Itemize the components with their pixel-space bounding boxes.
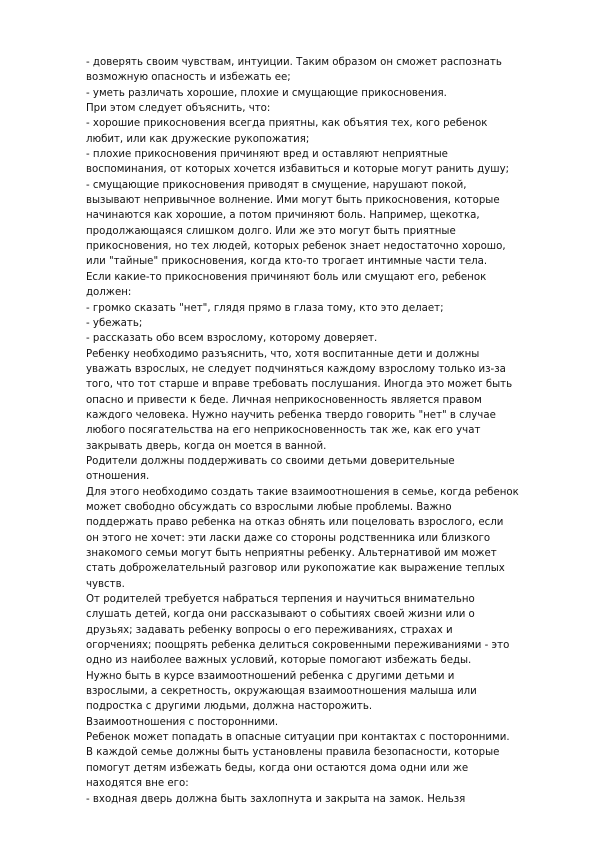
text-line: Если какие-то прикосновения причиняют боль или смущают его, ребенок xyxy=(86,271,487,283)
text-line: Ребенку необходимо разъяснить, что, хотя воспитанные дети и должны xyxy=(86,348,480,360)
text-line: возможную опасность и избежать ее; xyxy=(86,72,291,84)
text-line: поддержать право ребенка на отказ обнять или поцеловать взрослого, если xyxy=(86,517,504,529)
text-line: любит, или как дружеские рукопожатия; xyxy=(86,133,310,145)
text-line: чувств. xyxy=(86,578,125,590)
text-line: Родители должны поддерживать со своими детьми доверительные xyxy=(86,455,455,467)
text-line: того, что тот старше и вправе требовать послушания. Иногда это может быть xyxy=(86,379,513,391)
text-line: - громко сказать "нет", глядя прямо в глаза тому, кто это делает; xyxy=(86,302,444,314)
text-line: или "тайные" прикосновения, когда кто-то трогает интимные части тела. xyxy=(86,256,488,268)
text-line: опасно и привести к беде. Личная неприкосновенность является правом xyxy=(86,394,482,406)
text-line: помогут детям избежать беды, когда они остаются дома одни или же xyxy=(86,762,469,774)
text-line: знакомого семьи могут быть неприятны ребенку. Альтернативой им может xyxy=(86,548,497,559)
text-line: может свободно обсуждать со взрослыми любые проблемы. Важно xyxy=(86,501,452,513)
text-line: прикосновения, но тех людей, которых ребенок знает недостаточно хорошо, xyxy=(86,241,506,253)
text-line: огорчениях; поощрять ребенка делиться сокровенными переживаниями - это xyxy=(86,640,510,652)
text-line: - убежать; xyxy=(86,317,143,329)
text-line: Для этого необходимо создать такие взаимоотношения в семье, когда ребенок xyxy=(86,486,519,498)
text-line: подростка с другими людьми, должна насторожить. xyxy=(86,701,373,713)
text-line: продолжающаяся слишком долго. Или же это могут быть приятные xyxy=(86,225,456,237)
text-line: вызывают непривычное волнение. Ими могут быть прикосновения, которые xyxy=(86,195,500,207)
text-line: - хорошие прикосновения всегда приятны, как объятия тех, кого ребенок xyxy=(86,118,488,130)
text-line: он этого не хочет: эти ласки даже со стороны родственника или близкого xyxy=(86,532,491,544)
text-line: слушать детей, когда они рассказывают о событиях своей жизни или о xyxy=(86,609,475,621)
text-line: должен: xyxy=(86,287,132,299)
text-line: друзьях; задавать ребенку вопросы о его переживаниях, страхах и xyxy=(86,624,453,636)
text-line: - плохие прикосновения причиняют вред и оставляют неприятные xyxy=(86,149,448,161)
text-line: От родителей требуется набраться терпения и научиться внимательно xyxy=(86,594,475,606)
text-line: воспоминания, от которых хочется избавиться и которые могут ранить душу; xyxy=(86,164,510,176)
text-line: одно из наиболее важных условий, которые помогают избежать беды. xyxy=(86,655,472,667)
text-line: - смущающие прикосновения приводят в смущение, нарушают покой, xyxy=(86,179,467,191)
text-line: - рассказать обо всем взрослому, которому доверяет. xyxy=(86,333,378,345)
text-line: - доверять своим чувствам, интуиции. Таким образом он сможет распознать xyxy=(86,57,502,68)
text-line: закрывать дверь, когда он моется в ванной. xyxy=(86,440,327,452)
text-line: Ребенок может попадать в опасные ситуации при контактах с посторонними. xyxy=(86,732,510,744)
document-text-block xyxy=(86,55,554,807)
text-line: находятся вне его: xyxy=(86,778,189,790)
text-line: - уметь различать хорошие, плохие и смущающие прикосновения. xyxy=(86,87,447,99)
text-line: каждого человека. Нужно научить ребенка твердо говорить "нет" в случае xyxy=(86,409,496,421)
text-line: уважать взрослых, не следует подчиняться каждому взрослому только из-за xyxy=(86,363,506,375)
text-line: Нужно быть в курсе взаимоотношений ребенка с другими детьми и xyxy=(86,670,455,682)
text-line: В каждой семье должны быть установлены правила безопасности, которые xyxy=(86,747,500,759)
text-line: - входная дверь должна быть захлопнута и закрыта на замок. Нельзя xyxy=(86,793,466,805)
text-line: взрослыми, а секретность, окружающая взаимоотношения малыша или xyxy=(86,686,477,698)
text-line: Взаимоотношения с посторонними. xyxy=(86,716,279,728)
text-line: При этом следует объяснить, что: xyxy=(86,103,271,115)
text-line: любого посягательства на его неприкосновенность так же, как его учат xyxy=(86,425,481,437)
text-line: начинаются как хорошие, а потом причиняют боль. Например, щекотка, xyxy=(86,210,480,222)
text-line: стать доброжелательный разговор или рукопожатие как выражение теплых xyxy=(86,563,505,575)
text-line: отношения. xyxy=(86,471,150,483)
